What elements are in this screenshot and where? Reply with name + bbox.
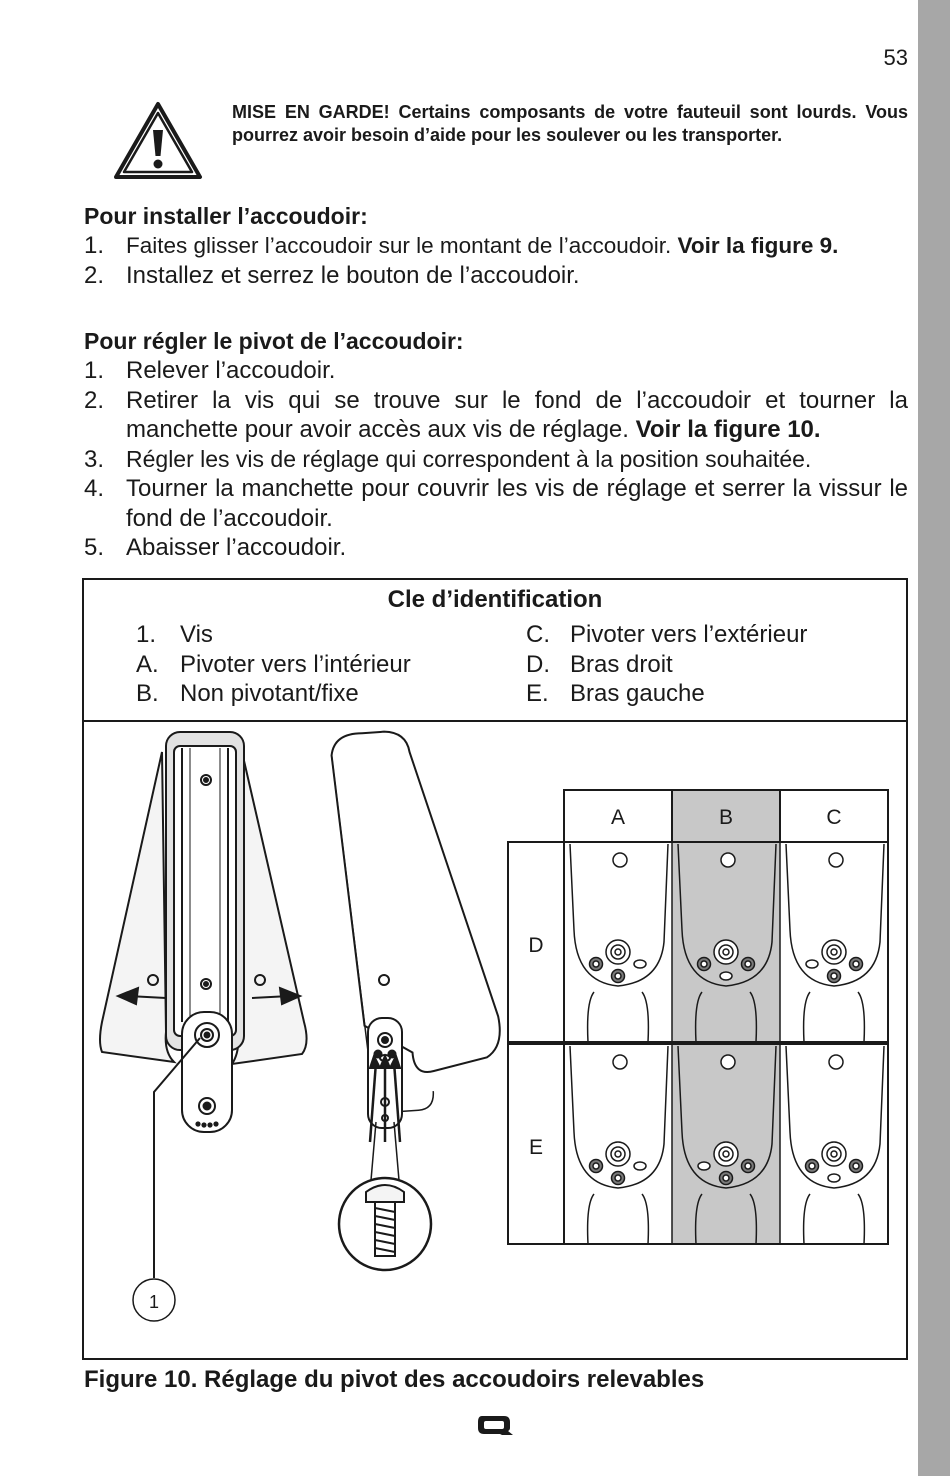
armrest-side-illustration (330, 725, 502, 1270)
step-text: Retirer la vis qui se trouve sur le fond de l’accoudoir et tourner la manchette pour avoir accès aux vis de réglage. (126, 386, 908, 443)
pivot-step (84, 356, 908, 386)
step-number: 1. (84, 232, 105, 259)
install-steps (84, 231, 908, 290)
step-text: Relever l’accoudoir. (126, 357, 336, 384)
column-label-c: C (826, 806, 842, 829)
key-right-column (526, 620, 807, 709)
key-text: Bras droit (570, 650, 673, 678)
adjustment-grid (508, 790, 888, 1244)
install-heading: Pour installer l’accoudoir: (84, 203, 368, 229)
figure-caption: Figure 10. Réglage du pivot des accoudoirs relevables (84, 1366, 705, 1393)
figure-reference: Voir la figure 10. (635, 416, 821, 443)
key-label: A. (136, 650, 159, 678)
quantum-q-logo (476, 1414, 514, 1436)
step-text: Abaisser l’accoudoir. (126, 534, 347, 561)
key-label: E. (526, 680, 549, 707)
key-label: D. (526, 650, 550, 678)
install-step (84, 261, 908, 291)
pivot-heading: Pour régler le pivot de l’accoudoir: (84, 328, 464, 354)
key-text: Pivoter vers l’extérieur (570, 621, 808, 648)
column-label-a: A (610, 806, 626, 829)
step-number: 1. (84, 357, 105, 384)
adjustment-cell (786, 1046, 884, 1244)
page-number: 53 (883, 45, 908, 70)
step-number: 5. (84, 534, 105, 561)
key-label: B. (136, 680, 159, 707)
key-item (526, 620, 807, 650)
key-text: Non pivotant/fixe (180, 680, 359, 707)
key-text: Bras gauche (570, 680, 705, 707)
column-label-b: B (718, 806, 734, 829)
adjustment-cell (786, 844, 884, 1042)
pivot-step (84, 445, 908, 475)
key-text: Vis (180, 621, 213, 648)
key-item (136, 679, 411, 709)
key-item (136, 620, 411, 650)
step-text: Tourner la manchette pour couvrir les vis de réglage et serrer la vissur le fond de l’accoudoir. (126, 475, 908, 532)
adjustment-cell (570, 844, 668, 1042)
step-text: Installez et serrez le bouton de l’accoudoir. (126, 261, 580, 289)
figure-reference: Voir la figure 9. (677, 233, 839, 258)
warning-triangle-icon (112, 100, 204, 182)
key-header (84, 580, 906, 722)
armrest-front-illustration (100, 732, 307, 1278)
warning-text: MISE EN GARDE! Certains composants de votre fauteuil sont lourds. Vous pourrez avoir besoin d’aide pour les soulever ou les transporter. (232, 102, 908, 145)
adjustment-cell (570, 1046, 668, 1244)
key-label: C. (526, 621, 550, 648)
pivot-step (84, 474, 908, 533)
identification-key-box (82, 578, 908, 1360)
step-number: 3. (84, 445, 105, 473)
key-text: Pivoter vers l’intérieur (180, 650, 411, 678)
step-number: 2. (84, 386, 105, 414)
install-step (84, 231, 908, 261)
row-label-e: E (528, 1136, 544, 1159)
armrest-pivot-figure (84, 722, 906, 1358)
key-label: 1. (136, 621, 157, 648)
step-text: Régler les vis de réglage qui correspondent à la position souhaitée. (126, 445, 812, 472)
pivot-step (84, 533, 908, 563)
key-title: Cle d’identification (387, 586, 603, 613)
callout-number: 1 (148, 1292, 160, 1312)
pivot-step (84, 386, 908, 445)
pivot-steps (84, 356, 908, 563)
key-item (526, 650, 807, 680)
key-left-column (136, 620, 411, 709)
row-label-d: D (528, 934, 544, 957)
page-edge-strip (918, 0, 950, 1476)
key-item (526, 679, 807, 709)
step-number: 2. (84, 261, 105, 289)
step-number: 4. (84, 475, 105, 502)
step-text: Faites glisser l’accoudoir sur le montant de l’accoudoir. (126, 233, 678, 258)
key-item (136, 650, 411, 680)
